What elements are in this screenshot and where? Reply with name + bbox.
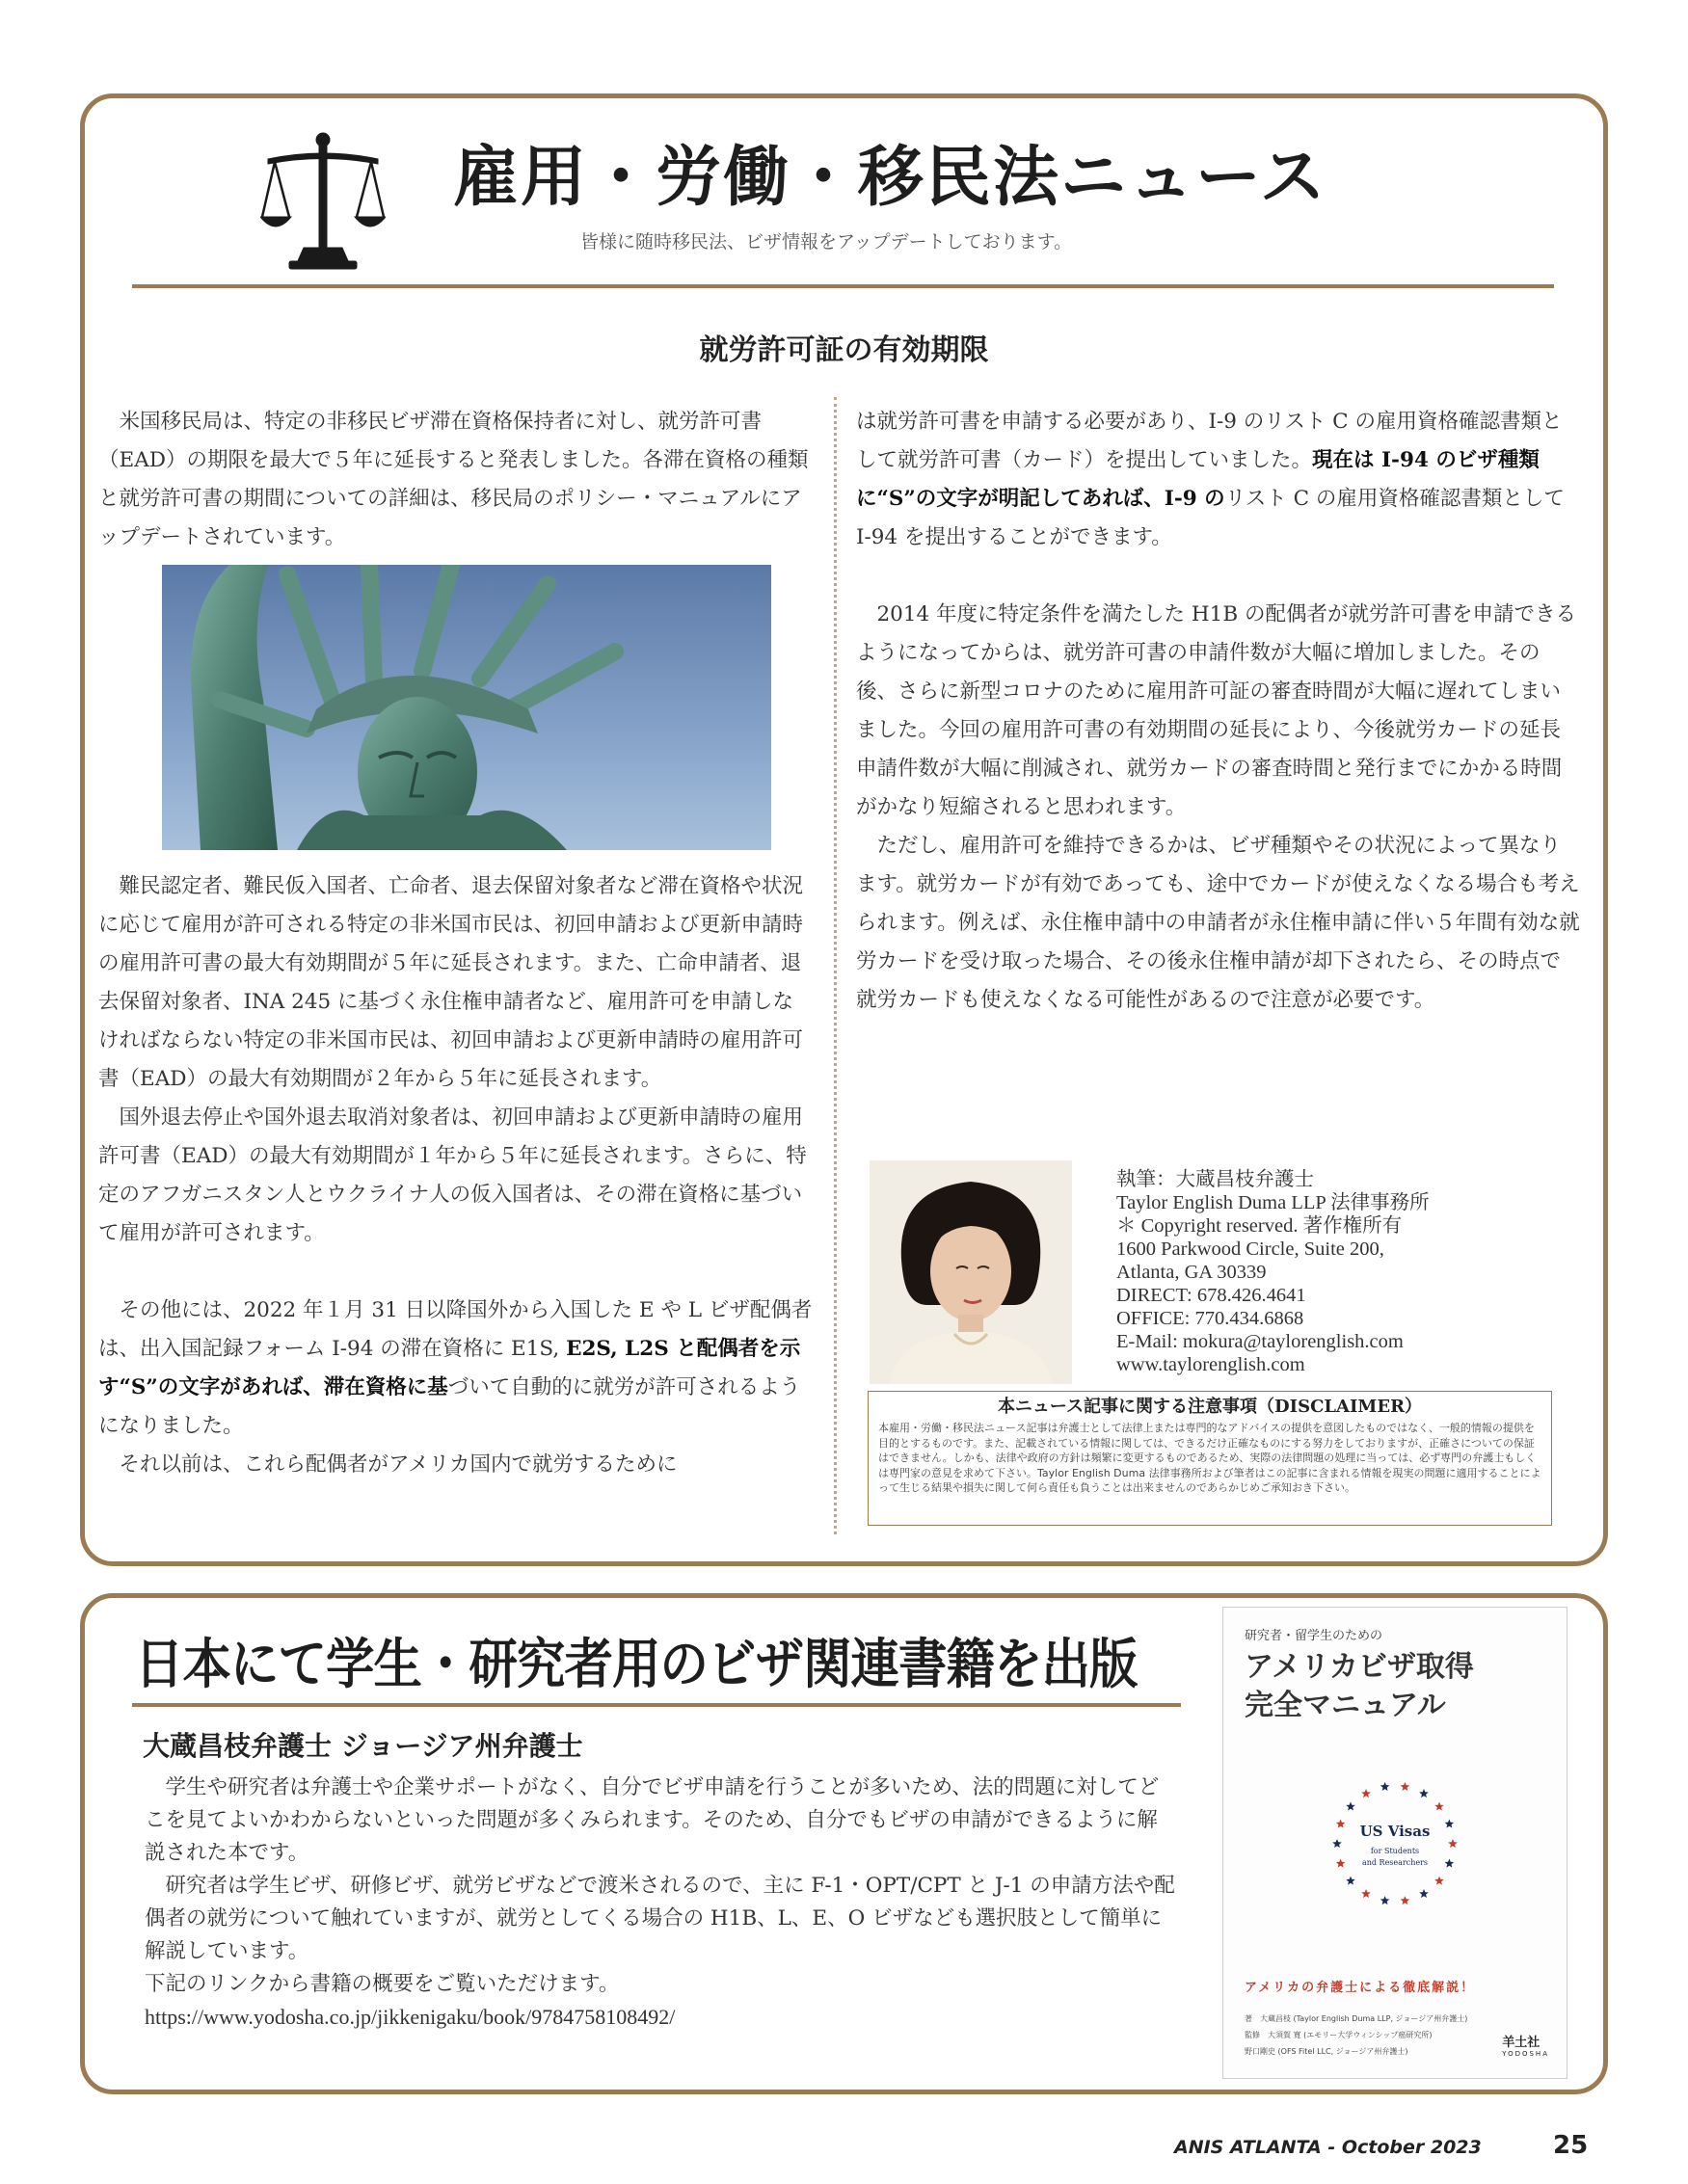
article-paragraph: 米国移民局は、特定の非移民ビザ滞在資格保持者に対し、就労許可書（EAD）の期限を最大で５年に延長すると発表しました。各滞在資格の種類と就労許可書の期間についての詳細は、移民局のポリシー・マニュアルにアップデートされています。 xyxy=(98,410,809,549)
star-icon xyxy=(1346,1877,1355,1885)
article-text: その他には、2022 年１月 31 日以降国外から入国した E や L ビザ配偶者は、出入国記録フォーム I-94 の滞在資格に E1S, xyxy=(98,1298,813,1361)
author-email: E-Mail: mokura@taylorenglish.com xyxy=(1116,1331,1404,1352)
book-subtitle: 研究者・留学生のための xyxy=(1245,1629,1383,1643)
author-line: DIRECT: 678.426.4641 xyxy=(1116,1285,1306,1306)
article-paragraph-spouse xyxy=(98,1292,814,1446)
publisher-name-en: YODOSHA xyxy=(1502,2050,1549,2058)
book-cover xyxy=(1222,1607,1567,2079)
disclaimer-box xyxy=(868,1391,1552,1526)
us-visas-emblem xyxy=(1327,1776,1462,1911)
star-icon xyxy=(1401,1782,1410,1791)
star-icon xyxy=(1419,1789,1429,1798)
author-line: Taylor English Duma LLP 法律事務所 xyxy=(1116,1192,1430,1213)
book-title-line: 完全マニュアル xyxy=(1245,1689,1446,1722)
author-photo xyxy=(870,1160,1072,1384)
author-line: OFFICE: 770.434.6868 xyxy=(1116,1308,1304,1329)
publication-paragraph: 学生や研究者は弁護士や企業サポートがなく、自分でビザ申請を行うことが多いため、法的問題に対してどこを見てよいかわからないといった問題が多くみられます。そのため、自分でもビザの申請ができるように解説された本です。 xyxy=(145,1775,1160,1865)
author-line: ＊ Copyright reserved. 著作権所有 xyxy=(1116,1215,1403,1237)
author-contact-block xyxy=(1116,1168,1430,1376)
book-credit: 野口剛史 (OFS Fitel LLC, ジョージア州弁護士) xyxy=(1245,2047,1408,2056)
star-icon xyxy=(1401,1896,1410,1904)
emblem-subtitle: and Researchers xyxy=(1361,1858,1429,1867)
column-divider xyxy=(834,397,837,1534)
statue-illustration xyxy=(162,565,771,850)
disclaimer-title: 本ニュース記事に関する注意事項（DISCLAIMER） xyxy=(997,1397,1423,1417)
book-credit: 著 大蔵昌枝 (Taylor English Duma LLP, ジョージア州弁護士) xyxy=(1245,2014,1468,2023)
book-title-line: アメリカビザ取得 xyxy=(1245,1650,1474,1684)
publication-paragraph: 研究者は学生ビザ、研修ビザ、就労ビザなどで渡米されるので、主に F-1・OPT/CPT と J-1 の申請方法や配偶者の就労について触れていますが、就労としてくる場合の H1B、L、E、O ビザなども選択肢として簡単に解説しています。 xyxy=(145,1874,1175,1963)
author-line: Atlanta, GA 30339 xyxy=(1116,1262,1267,1283)
book-tagline: アメリカの弁護士による徹底解説！ xyxy=(1245,1981,1476,1995)
publication-divider xyxy=(132,1703,1181,1707)
star-icon xyxy=(1434,1801,1444,1810)
article-text: づいて自動的に就労が許可されるようになりました。 xyxy=(98,1375,801,1438)
star-icon xyxy=(1361,1789,1371,1798)
article-text: リスト C の雇用資格確認書類として I-94 を提出することができます。 xyxy=(856,487,1565,549)
page-subtitle: 皆様に随時移民法、ビザ情報をアップデートしております。 xyxy=(580,231,1073,253)
disclaimer-body: 本雇用・労働・移民法ニュース記事は弁護士として法律上または専門的なアドバイスの提供を意図したものではなく、一般的情報の提供を目的とするものです。また、記載されている情報に関しては、できるだけ正確なものにする努力をしておりますが、正確さについての保証はできません。しかも、法律や政府の方針は頻繁に変更するものであるため、実際の法律問題の処理に当っては、必ず専門の弁護士もしくは専門家の意見を求めて下さい。Taylor English Duma 法律事務所および筆者はこの記事に含まれる情報を現実の問題に適用することによって生じる結果や損失に関して何ら責任も負うことは出来ませんのであらかじめご承知おき下さい。 xyxy=(878,1422,1541,1494)
star-icon xyxy=(1448,1839,1458,1848)
publication-author: 大蔵昌枝弁護士 ジョージア州弁護士 xyxy=(143,1730,583,1762)
publication-link-intro: 下記のリンクから書籍の概要をご覧いただけます。 xyxy=(145,1972,620,1996)
article-left-column-top xyxy=(98,403,814,557)
article-text: は就労許可書を申請する必要があり、I-9 のリスト C の雇用資格確認書類として就労許可書（カード）を提出していました。 xyxy=(856,410,1563,472)
book-publisher xyxy=(1502,2032,1549,2058)
book-credit: 監修 大須賀 寛 (エモリー大学ウィンシップ癌研究所) xyxy=(1245,2031,1433,2039)
page-number: 25 xyxy=(1553,2131,1589,2160)
star-icon xyxy=(1419,1889,1429,1898)
article-bold-text: 現在は I-94 のビザ種類に“S”の文字が明記してあれば、I-9 の xyxy=(856,448,1540,511)
star-icon xyxy=(1445,1859,1455,1868)
publication-link[interactable]: https://www.yodosha.co.jp/jikkenigaku/book/9784758108492/ xyxy=(145,2005,676,2029)
scales-of-justice-icon xyxy=(260,130,386,270)
statue-of-liberty-photo xyxy=(162,565,771,850)
star-icon xyxy=(1336,1859,1346,1868)
star-icon xyxy=(1445,1820,1455,1828)
publication-title: 日本にて学生・研究者用のビザ関連書籍を出版 xyxy=(135,1634,1138,1696)
title-divider xyxy=(132,284,1554,288)
star-icon xyxy=(1332,1839,1342,1848)
article-left-column-bottom xyxy=(98,867,814,1484)
star-icon xyxy=(1346,1801,1355,1810)
article-paragraph: それ以前は、これら配偶者がアメリカ国内で就労するために xyxy=(119,1452,678,1477)
article-paragraph-continued xyxy=(856,403,1581,557)
star-icon xyxy=(1380,1782,1390,1791)
star-icon xyxy=(1434,1877,1444,1885)
star-icon xyxy=(1336,1820,1346,1828)
book-credits xyxy=(1245,2011,1467,2060)
publisher-name: 羊土社 xyxy=(1502,2036,1541,2050)
footer-publication: ANIS ATLANTA - October 2023 xyxy=(1174,2137,1482,2158)
star-icon xyxy=(1361,1889,1371,1898)
emblem-title: US Visas xyxy=(1359,1823,1431,1840)
page-title: 雇用・労働・移民法ニュース xyxy=(453,140,1327,216)
star-icon xyxy=(1380,1896,1390,1904)
article-title: 就労許可証の有効期限 xyxy=(699,333,989,367)
article-right-column xyxy=(856,403,1581,1020)
publication-body xyxy=(145,1771,1176,2034)
book-title xyxy=(1245,1648,1474,1725)
article-paragraph: ただし、雇用許可を維持できるかは、ビザ種類やその状況によって異なります。就労カードが有効であっても、途中でカードが使えなくなる場合も考えられます。例えば、永住権申請中の申請者が永住権申請に伴い５年間有効な就労カードを受け取った場合、その後永住権申請が却下されたら、その時点で就労カードも使えなくなる可能性があるので注意が必要です。 xyxy=(856,834,1580,1012)
author-line: 執筆：大蔵昌枝弁護士 xyxy=(1116,1169,1314,1190)
article-paragraph: 2014 年度に特定条件を満たした H1B の配偶者が就労許可書を申請できるようになってからは、就労許可書の申請件数が大幅に増加しました。その後、さらに新型コロナのために雇用許可証の審査時間が大幅に遅れてしまいました。今回の雇用許可書の有効期間の延長により、今後就労カードの延長申請件数が大幅に削減され、就労カードの審査時間と発行までにかかる時間がかなり短縮されると思われます。 xyxy=(856,602,1576,819)
article-paragraph: 難民認定者、難民仮入国者、亡命者、退去保留対象者など滞在資格や状況に応じて雇用が許可される特定の非米国市民は、初回申請および更新申請時の雇用許可書の最大有効期間が５年に延長されます。また、亡命申請者、退去保留対象者、INA 245 に基づく永住権申請者など、雇用許可を申請しなければならない特定の非米国市民は、初回申請および更新申請時の雇用許可書（EAD）の最大有効期間が２年から５年に延長されます。 xyxy=(98,874,804,1091)
author-portrait xyxy=(870,1160,1072,1384)
article-paragraph: 国外退去停止や国外退去取消対象者は、初回申請および更新申請時の雇用許可書（EAD）の最大有効期間が１年から５年に延長されます。さらに、特定のアフガニスタン人とウクライナ人の仮入国者は、その滞在資格に基づいて雇用が許可されます。 xyxy=(98,1105,807,1245)
article-bold-text: E2S, L2S と配偶者を示す“S”の文字があれば、滞在資格に基 xyxy=(98,1337,801,1399)
emblem-subtitle: for Students xyxy=(1370,1847,1420,1855)
author-line: 1600 Parkwood Circle, Suite 200, xyxy=(1116,1238,1384,1260)
author-website: www.taylorenglish.com xyxy=(1116,1354,1305,1375)
